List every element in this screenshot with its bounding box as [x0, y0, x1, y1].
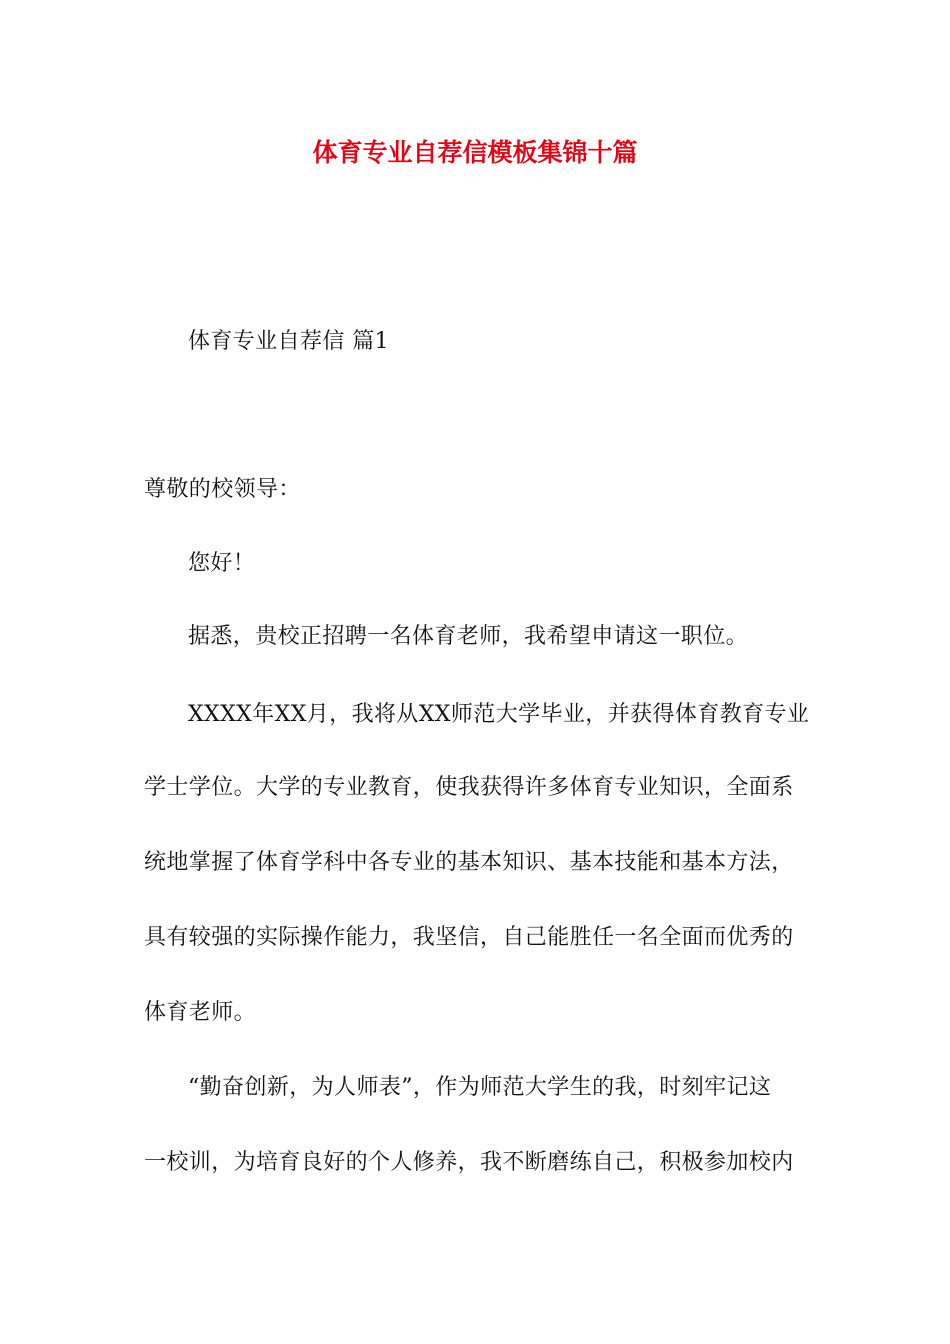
body-line-1: 据悉，贵校正招聘一名体育老师，我希望申请这一职位。 [188, 624, 749, 649]
body-line-2: XXXX年XX月，我将从XX师范大学毕业，并获得体育教育专业 [188, 702, 810, 727]
body-line-3: 学士学位。大学的专业教育，使我获得许多体育专业知识，全面系 [144, 775, 794, 800]
body-line-8: 一校训，为培育良好的个人修养，我不断磨练自己，积极参加校内 [144, 1150, 794, 1175]
greeting: 您好！ [188, 551, 256, 576]
section-heading: 体育专业自荐信 篇1 [188, 329, 389, 354]
body-line-5: 具有较强的实际操作能力，我坚信，自己能胜任一名全面而优秀的 [144, 925, 794, 950]
body-line-4: 统地掌握了体育学科中各专业的基本知识、基本技能和基本方法， [144, 850, 794, 875]
body-line-7: “勤奋创新，为人师表”，作为师范大学生的我，时刻牢记这 [188, 1075, 772, 1100]
salutation: 尊敬的校领导： [144, 477, 301, 502]
body-line-6: 体育老师。 [144, 1000, 257, 1025]
document-title: 体育专业自荐信模板集锦十篇 [312, 138, 638, 167]
